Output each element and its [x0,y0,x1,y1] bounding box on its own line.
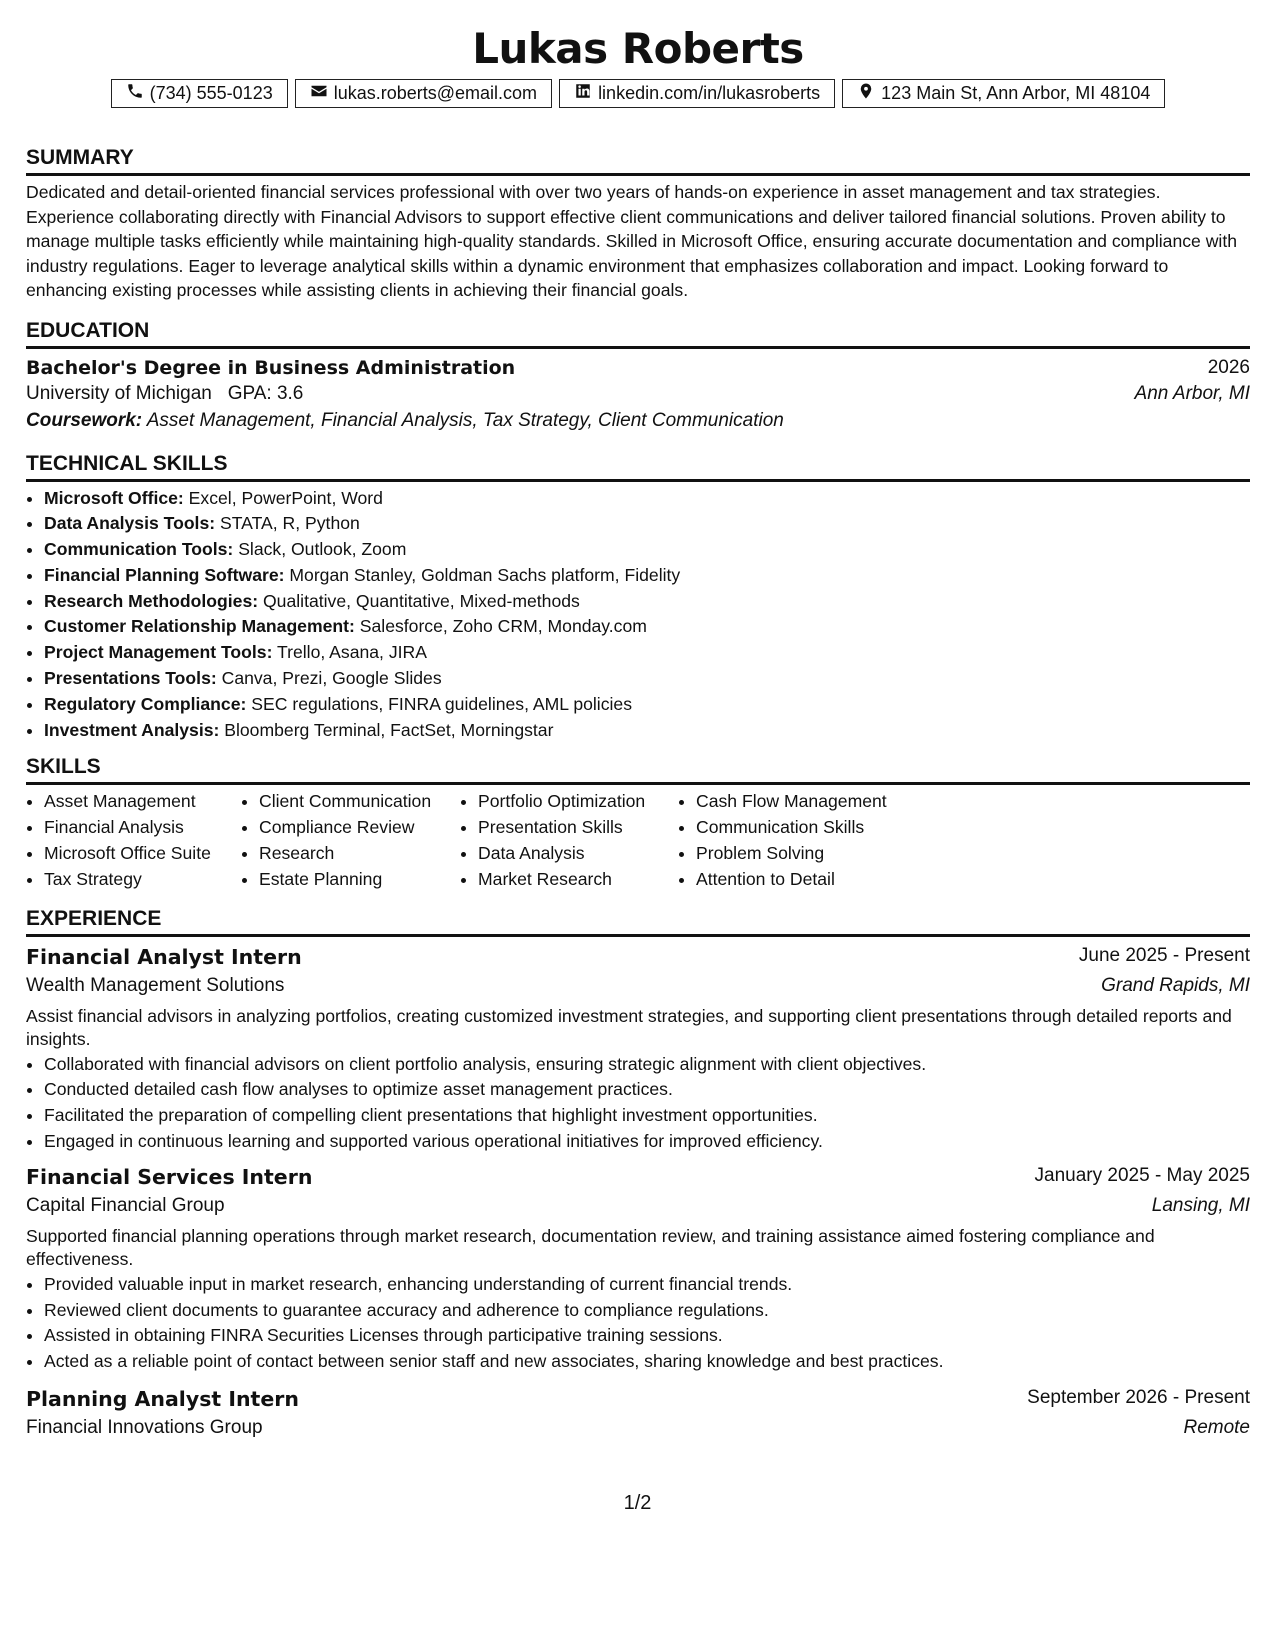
map-pin-icon [857,82,875,105]
list-item: • Presentations Tools: Canva, Prezi, Google Slides [44,666,1250,692]
phone-text: (734) 555-0123 [149,83,273,103]
list-item: • Customer Relationship Management: Salesforce, Zoho CRM, Monday.com [44,614,1250,640]
list-item: • Financial Analysis [44,815,241,841]
list-item: • Tax Strategy [44,867,241,893]
candidate-name: Lukas Roberts [472,24,804,73]
skills-column [241,789,460,892]
list-item: • Data Analysis [478,841,678,867]
address-text: 123 Main St, Ann Arbor, MI 48104 [881,83,1151,103]
list-item: • Market Research [478,867,678,893]
list-item: • Portfolio Optimization [478,789,678,815]
list-item: • Presentation Skills [478,815,678,841]
list-item: • Communication Skills [696,815,938,841]
list-item: • Reviewed client documents to guarantee accuracy and adherence to compliance regulations. [44,1298,1250,1324]
education-heading: EDUCATION [26,319,1250,349]
list-item: • Data Analysis Tools: STATA, R, Python [44,511,1250,537]
job-company: Wealth Management Solutions [26,974,285,996]
contact-linkedin[interactable] [559,79,835,108]
resume-page [26,0,1250,1439]
list-item: • Research Methodologies: Qualitative, Quantitative, Mixed-methods [44,589,1250,615]
skills-column [678,789,938,892]
list-item: • Acted as a reliable point of contact between senior staff and new associates, sharing knowledge and best practices. [44,1349,1250,1375]
list-item: • Attention to Detail [696,867,938,893]
job-header [26,945,1250,969]
list-item: • Financial Planning Software: Morgan Stanley, Goldman Sachs platform, Fidelity [44,563,1250,589]
school-line [26,383,303,405]
education-school-row [26,383,1250,405]
job-bullets [26,1052,1250,1155]
school-location: Ann Arbor, MI [1134,382,1250,404]
list-item: • Provided valuable input in market research, enhancing understanding of current financial trends. [44,1272,1250,1298]
gpa: GPA: 3.6 [227,382,304,404]
job-header [26,1165,1250,1189]
coursework-line [26,410,1250,432]
list-item: • Regulatory Compliance: SEC regulations, FINRA guidelines, AML policies [44,692,1250,718]
list-item: • Microsoft Office: Excel, PowerPoint, Word [44,486,1250,512]
job-location: Lansing, MI [1151,1194,1250,1216]
list-item: • Collaborated with financial advisors on client portfolio analysis, ensuring strategic alignment with client objectives. [44,1052,1250,1078]
summary-text: Dedicated and detail-oriented financial services professional with over two years of hands-on experience in asset management and tax strategies. Experience collaborating directly with Financial Advisors to support effective client communications and deliver tailored financial solutions. Proven ability to manage multiple tasks efficiently while maintaining high-quality standards. Skilled in Microsoft Office, ensuring accurate documentation and compliance with industry regulations. Eager to leverage analytical skills within a dynamic environment that emphasizes collaboration and impact. Looking forward to enhancing existing processes while assisting clients in achieving their financial goals. [26,182,1238,300]
job-title: Financial Analyst Intern [26,944,302,969]
list-item: • Assisted in obtaining FINRA Securities Licenses through participative training sessions. [44,1323,1250,1349]
skills-column [460,789,678,892]
school-name: University of Michigan [26,382,212,404]
list-item: • Communication Tools: Slack, Outlook, Zoom [44,537,1250,563]
list-item: • Microsoft Office Suite [44,841,241,867]
job-location: Remote [1183,1417,1250,1439]
experience-heading: EXPERIENCE [26,907,1250,937]
linkedin-icon [574,82,592,105]
job-title: Planning Analyst Intern [26,1387,299,1412]
graduation-year: 2026 [1207,356,1250,378]
job-company-row [26,1195,1250,1217]
list-item: • Cash Flow Management [696,789,938,815]
job-title: Financial Services Intern [26,1164,313,1189]
contact-phone[interactable] [111,79,288,108]
job-company: Capital Financial Group [26,1194,225,1216]
list-item: • Problem Solving [696,841,938,867]
list-item: • Research [259,841,460,867]
contact-email[interactable] [295,79,552,108]
job-bullets [26,1272,1250,1375]
summary-heading: SUMMARY [26,146,1250,176]
contact-address[interactable] [842,79,1165,108]
job-dates: June 2025 - Present [1078,944,1250,966]
list-item: • Estate Planning [259,867,460,893]
email-text: lukas.roberts@email.com [333,83,538,103]
phone-icon [126,82,144,105]
technical-skills-list [26,486,1250,744]
job-description: Assist financial advisors in analyzing portfolios, creating customized investment strategies, and supporting client presentations through detailed reports and insights. [26,1005,1232,1050]
technical-skills-heading: TECHNICAL SKILLS [26,452,1250,482]
job-company: Financial Innovations Group [26,1417,263,1439]
job-description: Supported financial planning operations through market research, documentation review, and training assistance aimed fostering compliance and effectiveness. [26,1225,1155,1270]
skills-column [26,789,241,892]
list-item: • Client Communication [259,789,460,815]
job-company-row [26,975,1250,997]
job-dates: January 2025 - May 2025 [1034,1164,1250,1186]
list-item: • Investment Analysis: Bloomberg Terminal, FactSet, Morningstar [44,718,1250,744]
job-dates: September 2026 - Present [1027,1387,1250,1409]
coursework-label: Coursework: [26,409,143,431]
job-location: Grand Rapids, MI [1101,974,1250,996]
envelope-icon [310,82,328,105]
degree-title: Bachelor's Degree in Business Administration [26,356,516,379]
page-number: 1/2 [623,1492,652,1514]
list-item: • Asset Management [44,789,241,815]
job-header [26,1387,1250,1411]
list-item: • Compliance Review [259,815,460,841]
list-item: • Conducted detailed cash flow analyses to optimize asset management practices. [44,1077,1250,1103]
list-item: • Project Management Tools: Trello, Asana, JIRA [44,640,1250,666]
skills-grid [26,789,1250,892]
list-item: • Facilitated the preparation of compelling client presentations that highlight investment opportunities. [44,1103,1250,1129]
contact-bar [26,79,1250,108]
linkedin-text: linkedin.com/in/lukasroberts [598,83,821,103]
education-entry [26,357,1250,379]
job-company-row [26,1417,1250,1439]
skills-heading: SKILLS [26,755,1250,785]
coursework-text: Asset Management, Financial Analysis, Tax Strategy, Client Communication [146,409,784,431]
list-item: • Engaged in continuous learning and supported various operational initiatives for improved efficiency. [44,1129,1250,1155]
